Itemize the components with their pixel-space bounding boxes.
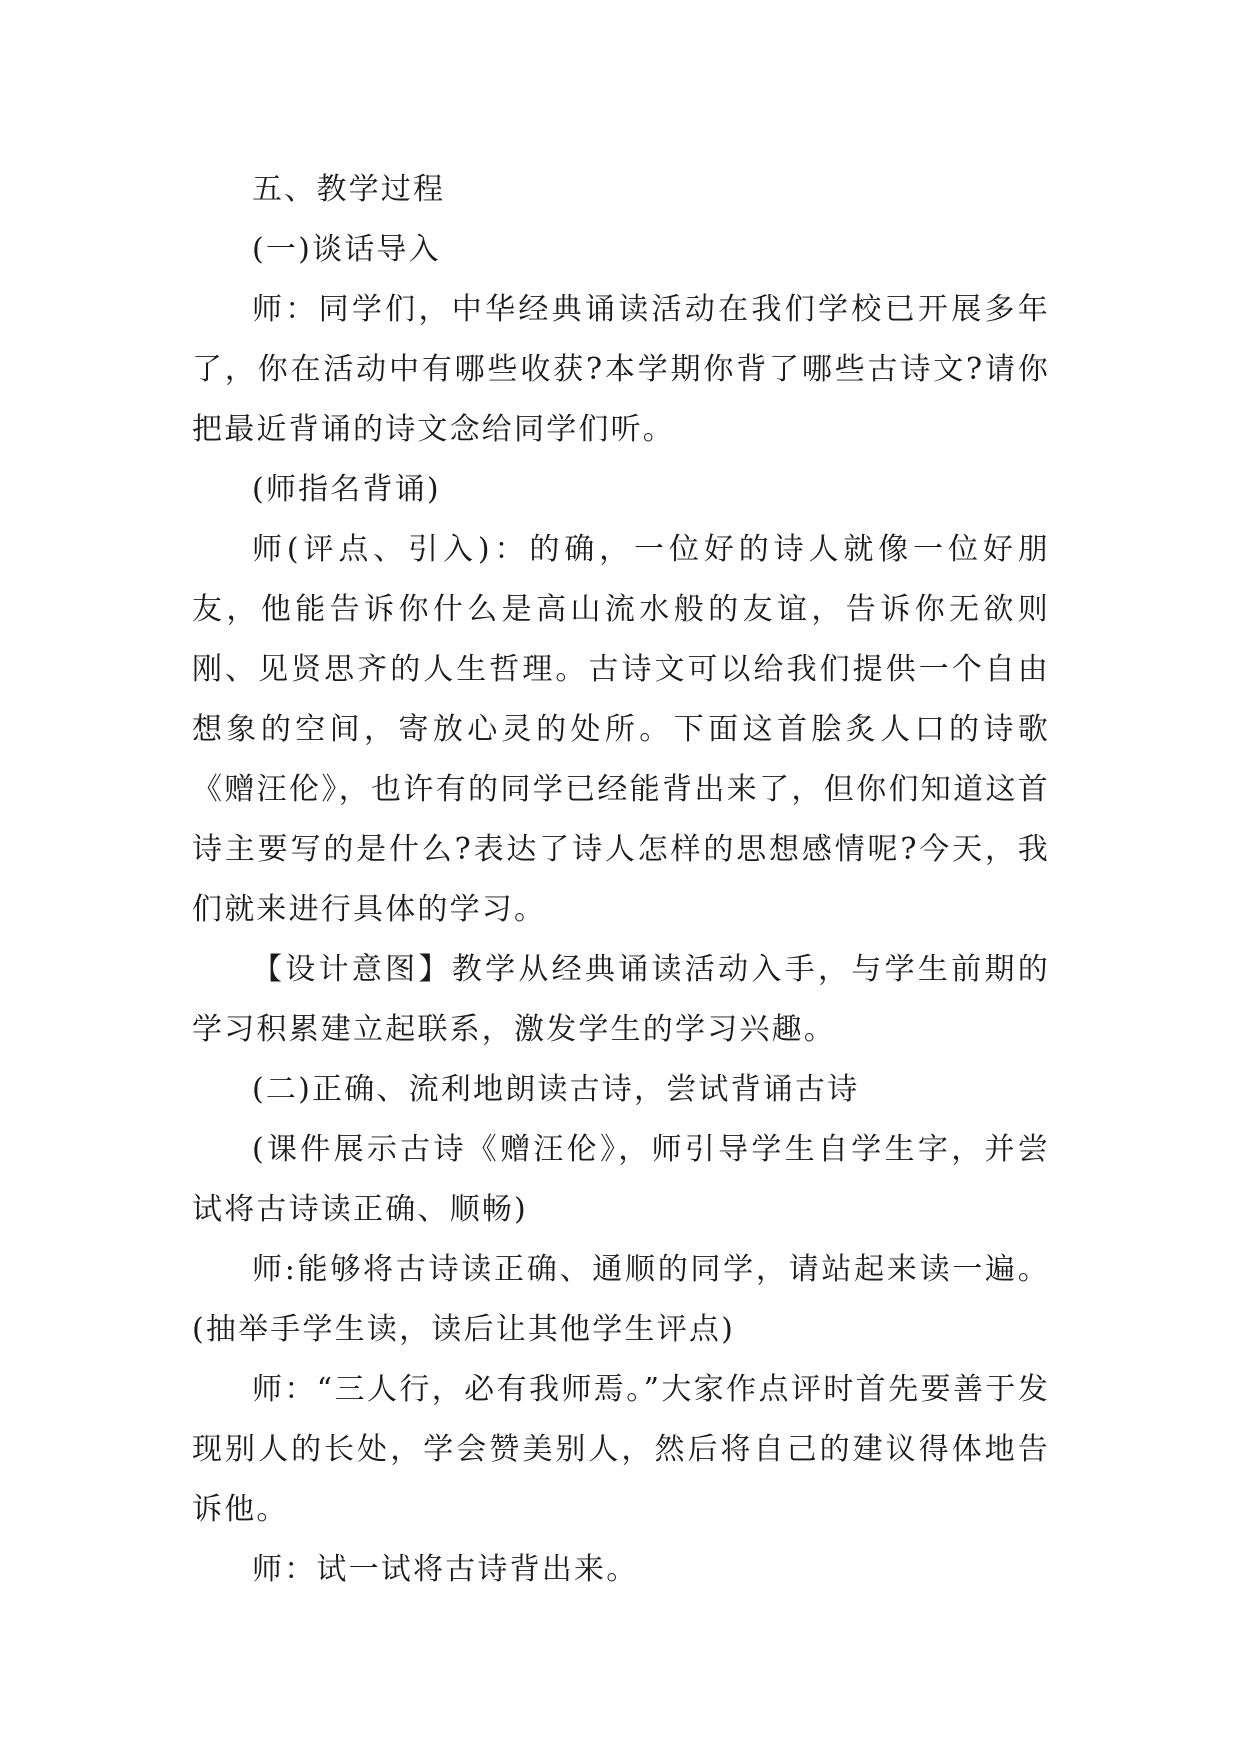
- document-body: [192, 160, 1050, 1600]
- paragraph: 师:能够将古诗读正确、通顺的同学，请站起来读一遍。(抽举手学生读，读后让其他学生评点): [192, 1252, 1050, 1347]
- subsection-heading: (二)正确、流利地朗读古诗，尝试背诵古诗: [252, 1072, 860, 1107]
- paragraph: 师：试一试将古诗背出来。: [252, 1552, 639, 1587]
- paragraph: (师指名背诵): [252, 472, 441, 507]
- paragraph: 师：同学们，中华经典诵读活动在我们学校已开展多年了，你在活动中有哪些收获?本学期你背了哪些古诗文?请你把最近背诵的诗文念给同学们听。: [192, 292, 1050, 447]
- paragraph: 师：“三人行，必有我师焉。”大家作点评时首先要善于发现别人的长处，学会赞美别人，然后将自己的建议得体地告诉他。: [192, 1372, 1050, 1527]
- paragraph: 师(评点、引入)：的确，一位好的诗人就像一位好朋友，他能告诉你什么是高山流水般的友谊，告诉你无欲则刚、见贤思齐的人生哲理。古诗文可以给我们提供一个自由想象的空间，寄放心灵的处所。下面这首脍炙人口的诗歌《赠汪伦》，也许有的同学已经能背出来了，但你们知道这首诗主要写的是什么?表达了诗人怎样的思想感情呢?今天，我们就来进行具体的学习。: [192, 532, 1050, 927]
- section-heading: 五、教学过程: [252, 172, 446, 207]
- paragraph: (课件展示古诗《赠汪伦》，师引导学生自学生字，并尝试将古诗读正确、顺畅): [192, 1132, 1050, 1227]
- paragraph: 【设计意图】教学从经典诵读活动入手，与学生前期的学习积累建立起联系，激发学生的学习兴趣。: [192, 952, 1050, 1047]
- subsection-heading: (一)谈话导入: [252, 232, 441, 267]
